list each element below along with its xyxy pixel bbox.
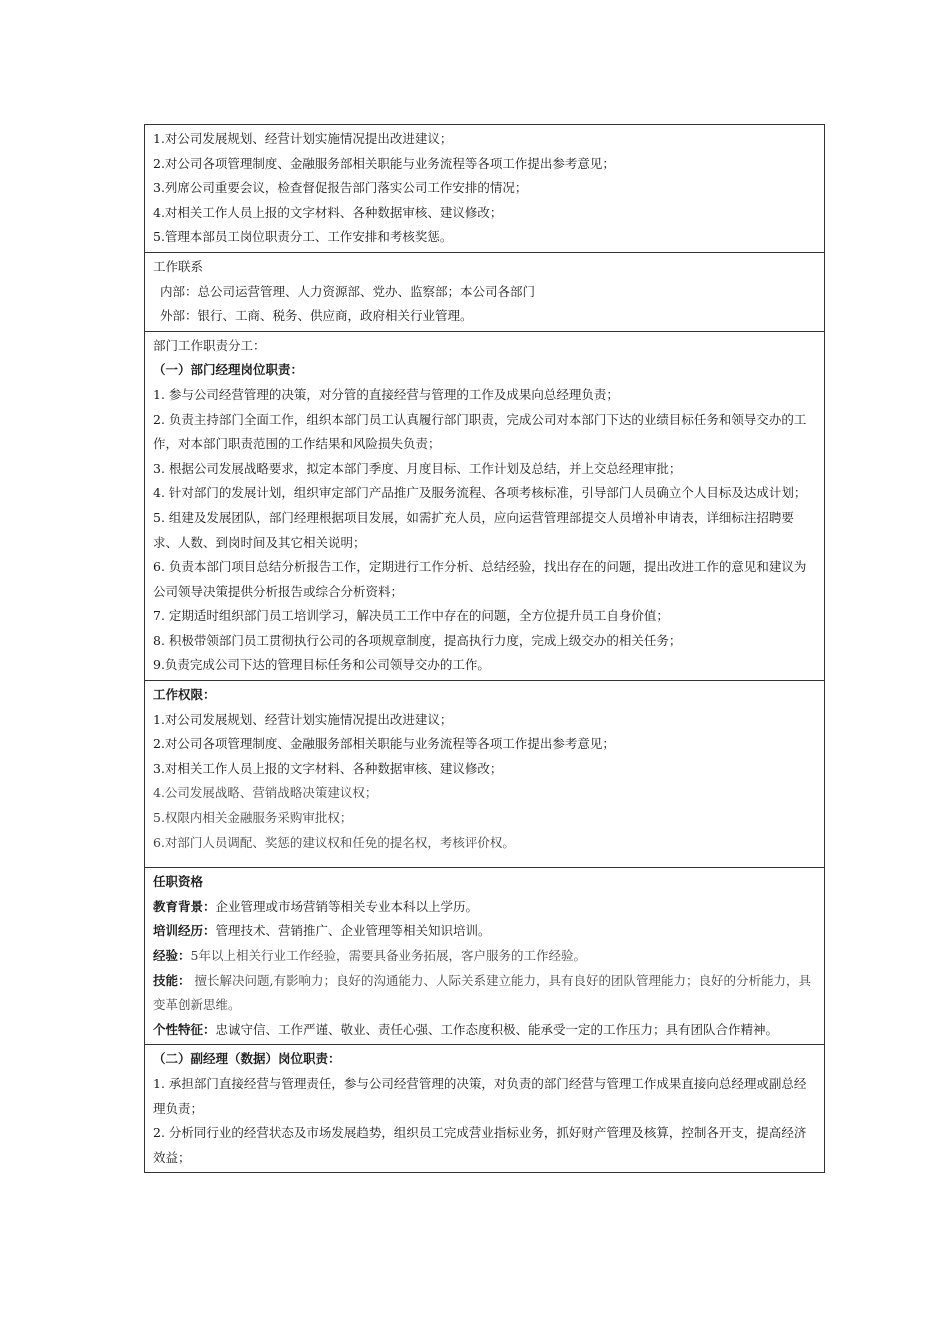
qualifications-title: 任职资格: [153, 874, 204, 890]
experience-row: [153, 944, 814, 969]
manager-duty-item: 8. 积极带领部门员工贯彻执行公司的各项规章制度，提高执行力度，完成上级交办的相关任务；: [153, 632, 682, 648]
manager-duty-item: 9.负责完成公司下达的管理目标任务和公司领导交办的工作。: [153, 657, 490, 673]
duty-line: 2.对公司各项管理制度、金融服务部相关职能与业务流程等各项工作提出参考意见；: [153, 155, 615, 171]
authority-item: 5.权限内相关金融服务采购审批权；: [153, 810, 353, 826]
training-row: [153, 919, 814, 944]
deputy-duty-item: 2. 分析同行业的经营状态及市场发展趋势，组织员工完成营业指标业务，抓好财产管理及核算，控制各开支，提高经济效益；: [153, 1125, 807, 1165]
authority-cell: [145, 680, 824, 867]
external-relations: 外部：银行、工商、税务、供应商，政府相关行业管理。: [160, 308, 473, 324]
manager-duty-item: 2. 负责主持部门全面工作，组织本部门员工认真履行部门职责，完成公司对本部门下达的业绩目标任务和领导交办的工作，对本部门职责范围的工作结果和风险损失负责；: [153, 411, 807, 452]
experience-label: 经验：: [153, 948, 191, 963]
manager-duty-item: 5. 组建及发展团队，部门经理根据项目发展，如需扩充人员，应向运营管理部提交人员增补申请表，详细标注招聘要求、人数、到岗时间及其它相关说明；: [153, 509, 794, 550]
manager-duty-item: 4. 针对部门的发展计划，组织审定部门产品推广及服务流程、各项考核标准，引导部门人员确立个人目标及达成计划；: [153, 485, 807, 501]
duty-line: 5.管理本部员工岗位职责分工、工作安排和考核奖惩。: [153, 229, 453, 245]
manager-duties-subtitle: （一）部门经理岗位职责：: [153, 362, 304, 378]
work-relations-cell: [145, 252, 824, 331]
education-value: 企业管理或市场营销等相关专业本科以上学历。: [215, 898, 479, 914]
skills-row: [153, 969, 814, 1018]
experience-value: 5年以上相关行业工作经验，需要具备业务拓展，客户服务的工作经验。: [190, 948, 586, 963]
deputy-manager-duties-cell: [145, 1044, 824, 1172]
duty-line: 1.对公司发展规划、经营计划实施情况提出改进建议；: [153, 131, 453, 146]
manager-duty-item: 7. 定期适时组织部门员工培训学习，解决员工工作中存在的问题，全方位提升员工自身价值；: [153, 608, 669, 624]
skills-label: 技能：: [153, 972, 191, 988]
job-description-table: [144, 124, 825, 1173]
duty-line: 3.列席公司重要会议，检查督促报告部门落实公司工作安排的情况；: [153, 180, 528, 196]
manager-duty-item: 6. 负责本部门项目总结分析报告工作，定期进行工作分析、总结经验，找出存在的问题，提出改进工作的意见和建议为公司领导决策提供分析报告或综合分析资料；: [153, 559, 807, 599]
education-label: 教育背景：: [153, 898, 216, 914]
skills-value: 擅长解决问题,有影响力；良好的沟通能力、人际关系建立能力，具有良好的团队管理能力；良好的分析能力，具变革创新思维。: [153, 972, 811, 1013]
duty-line: 4.对相关工作人员上报的文字材料、各种数据审核、建议修改；: [153, 204, 503, 220]
training-value: 管理技术、营销推广、企业管理等相关知识培训。: [215, 923, 491, 939]
duties-division-title: 部门工作职责分工：: [153, 337, 266, 353]
personality-label: 个性特征：: [153, 1021, 216, 1037]
training-label: 培训经历：: [153, 923, 216, 939]
deputy-duties-title: （二）副经理（数据）岗位职责：: [153, 1051, 341, 1067]
duties-summary-cell: [145, 125, 824, 252]
internal-relations: 内部：总公司运营管理、人力资源部、党办、监察部；本公司各部门: [160, 283, 536, 299]
authority-item: 6.对部门人员调配、奖惩的建议权和任免的提名权，考核评价权。: [153, 834, 515, 850]
personality-value: 忠诚守信、工作严谨、敬业、责任心强、工作态度积极、能承受一定的工作压力；具有团队合作精神。: [215, 1021, 779, 1037]
work-relations-title: 工作联系: [153, 258, 204, 274]
qualifications-cell: [145, 867, 824, 1044]
authority-title: 工作权限：: [153, 687, 216, 703]
manager-duty-item: 1. 参与公司经营管理的决策，对分管的直接经营与管理的工作及成果向总经理负责；: [153, 386, 619, 402]
manager-duty-item: 3. 根据公司发展战略要求，拟定本部门季度、月度目标、工作计划及总结，并上交总经理审批；: [153, 460, 682, 476]
authority-item: 1.对公司发展规划、经营计划实施情况提出改进建议；: [153, 711, 453, 727]
authority-item: 4.公司发展战略、营销战略决策建议权；: [153, 785, 378, 801]
authority-item: 2.对公司各项管理制度、金融服务部相关职能与业务流程等各项工作提出参考意见；: [153, 736, 615, 752]
deputy-duty-item: 1. 承担部门直接经营与管理责任，参与公司经营管理的决策，对负责的部门经营与管理工作成果直接向总经理或副总经理负责；: [153, 1075, 807, 1116]
personality-row: [153, 1018, 814, 1043]
manager-duties-cell: [145, 331, 824, 680]
education-row: [153, 895, 814, 920]
authority-item: 3.对相关工作人员上报的文字材料、各种数据审核、建议修改；: [153, 760, 503, 776]
